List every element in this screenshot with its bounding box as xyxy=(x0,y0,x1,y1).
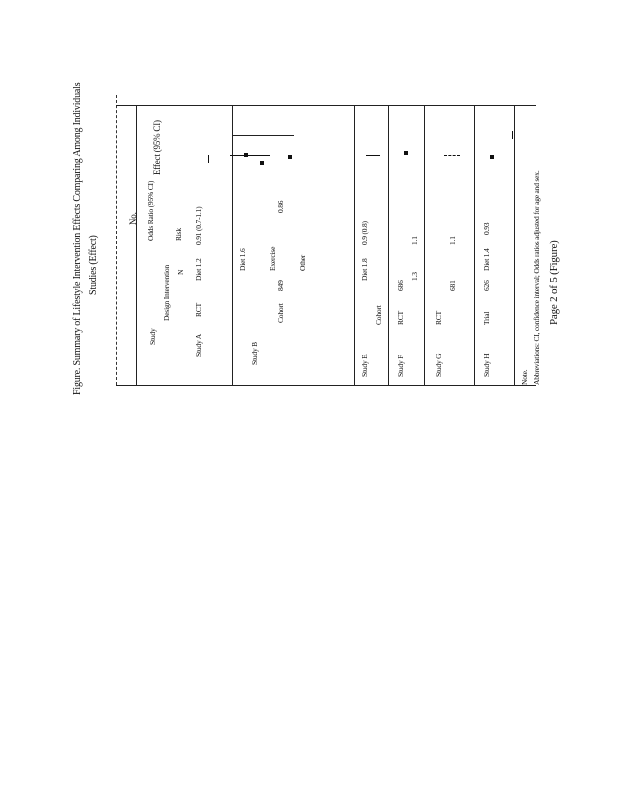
row-8-effect: Diet 1.4 xyxy=(482,248,491,271)
row-sep-5 xyxy=(424,105,425,385)
row-6-n: 686 xyxy=(396,280,405,291)
page-label: Page 2 of 5 (Figure) xyxy=(548,240,560,325)
table-title: Figure. Summary of Lifestyle Intervention Effects Comparing Among Individuals xyxy=(72,82,83,395)
header-effect: Risk xyxy=(174,228,183,241)
row-8-study: Study H xyxy=(482,353,491,377)
row-3-ci-line xyxy=(258,155,268,156)
row-6-effect: 1.3 xyxy=(410,272,419,281)
table-title-line2: Studies (Effect) xyxy=(88,235,99,295)
row-5-design: Cohort xyxy=(374,305,383,325)
row-sep-1 xyxy=(136,105,137,385)
row-8-ratio: 0.93 xyxy=(482,222,491,235)
row-sep-4 xyxy=(388,105,389,385)
table-body xyxy=(70,82,560,595)
footnote: Abbreviations: CI, confidence interval; Odds ratios adjusted for age and sex. xyxy=(532,170,541,385)
row-1-ratio: 0.91 (0.7-1.1) xyxy=(194,206,203,245)
row-2-ratio: 0.86 xyxy=(276,200,285,213)
header-plot: Effect (95% CI) xyxy=(152,120,162,175)
row-3-ci-point xyxy=(260,161,264,165)
row-6-study: Study F xyxy=(396,354,405,377)
row-5-study: Study E xyxy=(360,354,369,377)
row-1-study: Study A xyxy=(194,334,203,357)
row-7-n: 681 xyxy=(448,280,457,291)
row-6-design: RCT xyxy=(396,311,405,325)
row-3-effect: Exercise xyxy=(268,246,277,271)
row-2-ci-point xyxy=(244,153,248,157)
row-1-design: RCT xyxy=(194,303,203,317)
row-2-design: Cohort xyxy=(276,303,285,323)
row-2-study: Study B xyxy=(250,342,259,365)
row-2-effect: Diet 1.6 xyxy=(238,248,247,271)
header-study: Study xyxy=(148,328,157,345)
header-bottom-border xyxy=(116,385,536,386)
row-6-ratio: 1.1 xyxy=(410,236,419,245)
row-7-ratio: 1.1 xyxy=(448,236,457,245)
row-1-ci-marker xyxy=(208,155,209,163)
row-7-ci-line xyxy=(444,155,460,156)
rotated-table xyxy=(70,82,560,595)
row-4-effect: Other xyxy=(298,254,307,271)
header-ratio: Odds Ratio (95% CI) xyxy=(146,180,155,241)
top-rule xyxy=(116,95,117,385)
header-design: Design Intervention xyxy=(162,265,171,321)
row-8-design: Trial xyxy=(482,311,491,325)
row-8-ci-tick xyxy=(512,131,513,139)
row-8-n: 626 xyxy=(482,280,491,291)
row-4-ci-point xyxy=(288,155,292,159)
row-sep-2 xyxy=(232,105,233,385)
row-sep-6 xyxy=(474,105,475,385)
row-1-effect: Diet 1.2 xyxy=(194,258,203,281)
header-n: N xyxy=(176,269,185,275)
row-7-study: Study G xyxy=(434,353,443,377)
row-5-ci-line xyxy=(366,155,380,156)
row-5-ratio: 0.9 (0.8) xyxy=(360,221,369,245)
row-8-ci-point xyxy=(490,155,494,159)
row-5-effect: Diet 1.8 xyxy=(360,258,369,281)
reference-line xyxy=(232,135,294,136)
header-top-border xyxy=(116,105,536,106)
row-2-n: 849 xyxy=(276,280,285,291)
row-6-ci-point xyxy=(404,151,408,155)
header-group: No. xyxy=(128,212,138,225)
row-sep-3 xyxy=(354,105,355,385)
notes-label: Note. xyxy=(520,369,529,385)
row-sep-7 xyxy=(514,105,515,385)
row-7-design: RCT xyxy=(434,311,443,325)
